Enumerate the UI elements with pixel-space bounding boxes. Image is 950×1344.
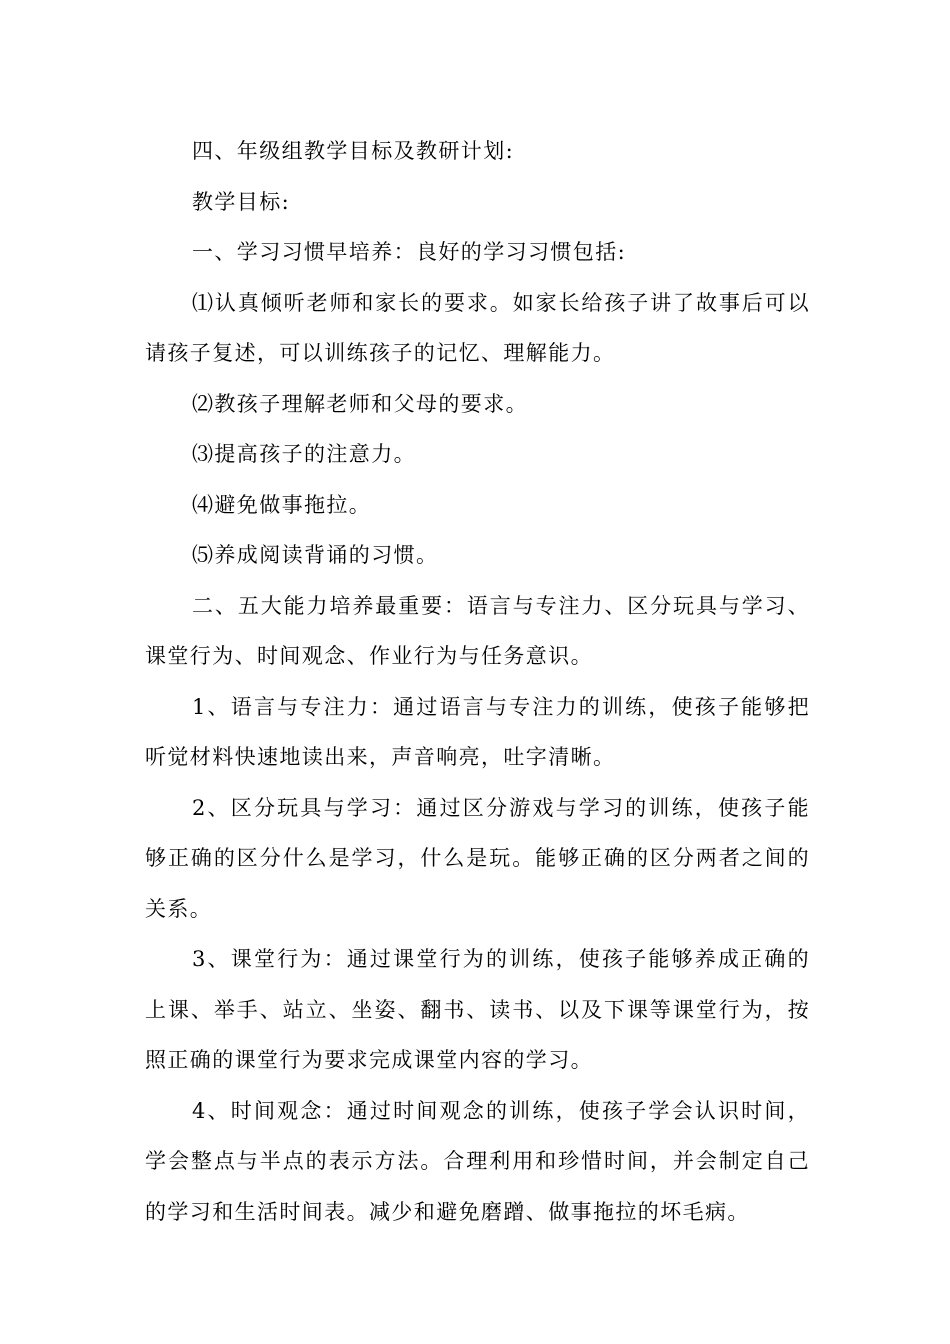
paragraph: 二、五大能力培养最重要：语言与专注力、区分玩具与学习、课堂行为、时间观念、作业行为与任务意识。: [145, 593, 810, 668]
list-item: ⑷避免做事拖拉。: [192, 492, 372, 517]
paragraph: 一、学习习惯早培养：良好的学习习惯包括:: [192, 240, 627, 264]
list-item: ⑴认真倾听老师和家长的要求。如家长给孩子讲了故事后可以请孩子复述，可以训练孩子的记忆、理解能力。: [145, 290, 810, 365]
paragraph: 3、课堂行为：通过课堂行为的训练，使孩子能够养成正确的上课、举手、站立、坐姿、翻书、读书、以及下课等课堂行为，按照正确的课堂行为要求完成课堂内容的学习。: [145, 947, 810, 1072]
list-item: ⑶提高孩子的注意力。: [192, 442, 416, 466]
list-item: ⑵教孩子理解老师和父母的要求。: [192, 391, 528, 416]
subsection-heading: 教学目标:: [192, 189, 291, 214]
paragraph: 1、语言与专注力：通过语言与专注力的训练，使孩子能够把听觉材料快速地读出来，声音响亮，吐字清晰。: [145, 694, 810, 769]
paragraph: 2、区分玩具与学习：通过区分游戏与学习的训练，使孩子能够正确的区分什么是学习，什么是玩。能够正确的区分两者之间的关系。: [145, 795, 810, 921]
paragraph: 4、时间观念：通过时间观念的训练，使孩子学会认识时间，学会整点与半点的表示方法。合理利用和珍惜时间，并会制定自己的学习和生活时间表。减少和避免磨蹭、做事拖拉的坏毛病。: [145, 1098, 810, 1224]
document-body: [145, 126, 810, 1237]
list-item: ⑸养成阅读背诵的习惯。: [192, 543, 439, 567]
section-heading: 四、年级组教学目标及教研计划:: [192, 139, 515, 163]
